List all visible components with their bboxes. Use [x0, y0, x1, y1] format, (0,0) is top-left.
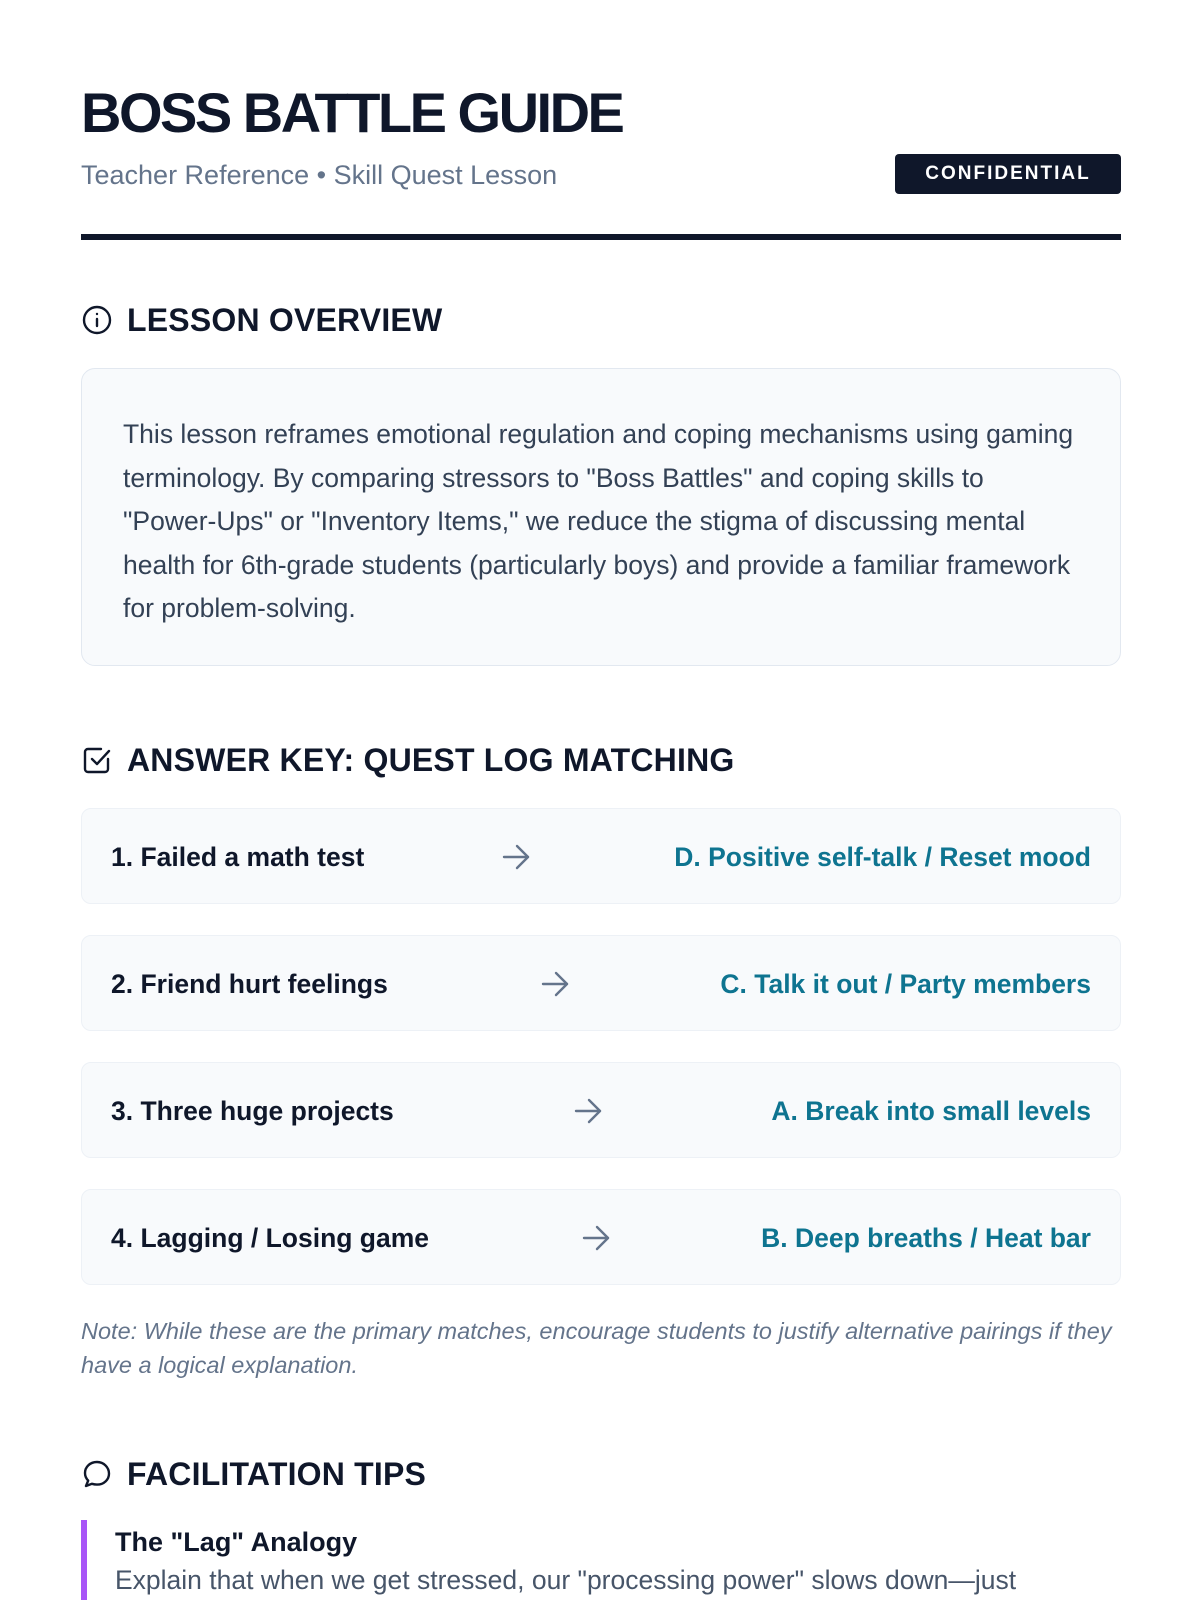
title-divider — [81, 234, 1121, 240]
match-prompt: 3. Three huge projects — [111, 1096, 394, 1126]
match-row-3 — [81, 1062, 1121, 1158]
match-row-2 — [81, 935, 1121, 1031]
facilitation-tips-heading — [81, 1454, 426, 1494]
teacher-guide-page — [81, 0, 1121, 1600]
answer-key-note: Note: While these are the primary matches, encourage students to justify alternative pairings if they have a logical explanation. — [81, 1318, 1112, 1378]
match-answer: D. Positive self-talk / Reset mood — [674, 842, 1091, 872]
tip-text: Explain that when we get stressed, our "processing power" slows down—just — [115, 1565, 1017, 1595]
page-title: BOSS BATTLE GUIDE — [81, 81, 623, 144]
lesson-overview-text: This lesson reframes emotional regulation and coping mechanisms using gaming terminology. By comparing stressors to "Boss Battles" and coping skills to "Power-Ups" or "Inventory Items," we reduce the stigma of discussing mental health for 6th-grade students (particularly boys) and provide a familiar framework for problem-solving. — [123, 419, 1074, 623]
match-answer: A. Break into small levels — [771, 1096, 1091, 1126]
speech-bubble-icon — [81, 1458, 113, 1490]
page-subtitle: Teacher Reference • Skill Quest Lesson — [81, 160, 558, 190]
match-answer: B. Deep breaths / Heat bar — [761, 1223, 1091, 1253]
facilitation-tip — [81, 1520, 1121, 1600]
tip-title: The "Lag" Analogy — [115, 1527, 358, 1557]
arrow-right-icon — [572, 1095, 604, 1127]
lesson-overview-panel — [81, 368, 1121, 666]
answer-key-title: ANSWER KEY: QUEST LOG MATCHING — [127, 741, 735, 778]
checkbox-icon — [81, 744, 113, 776]
arrow-right-icon — [580, 1222, 612, 1254]
match-prompt: 2. Friend hurt feelings — [111, 969, 388, 999]
facilitation-tips-title: FACILITATION TIPS — [127, 1455, 427, 1492]
match-answer: C. Talk it out / Party members — [720, 969, 1091, 999]
match-row-1 — [81, 808, 1121, 904]
info-icon — [81, 304, 113, 336]
arrow-right-icon — [539, 968, 571, 1000]
match-prompt: 1. Failed a math test — [111, 842, 365, 872]
match-prompt: 4. Lagging / Losing game — [111, 1223, 430, 1253]
confidential-badge: CONFIDENTIAL — [895, 154, 1121, 194]
answer-key-heading — [81, 740, 734, 780]
match-row-4 — [81, 1189, 1121, 1285]
lesson-overview-title: LESSON OVERVIEW — [127, 301, 443, 338]
arrow-right-icon — [500, 841, 532, 873]
lesson-overview-heading — [81, 300, 442, 340]
